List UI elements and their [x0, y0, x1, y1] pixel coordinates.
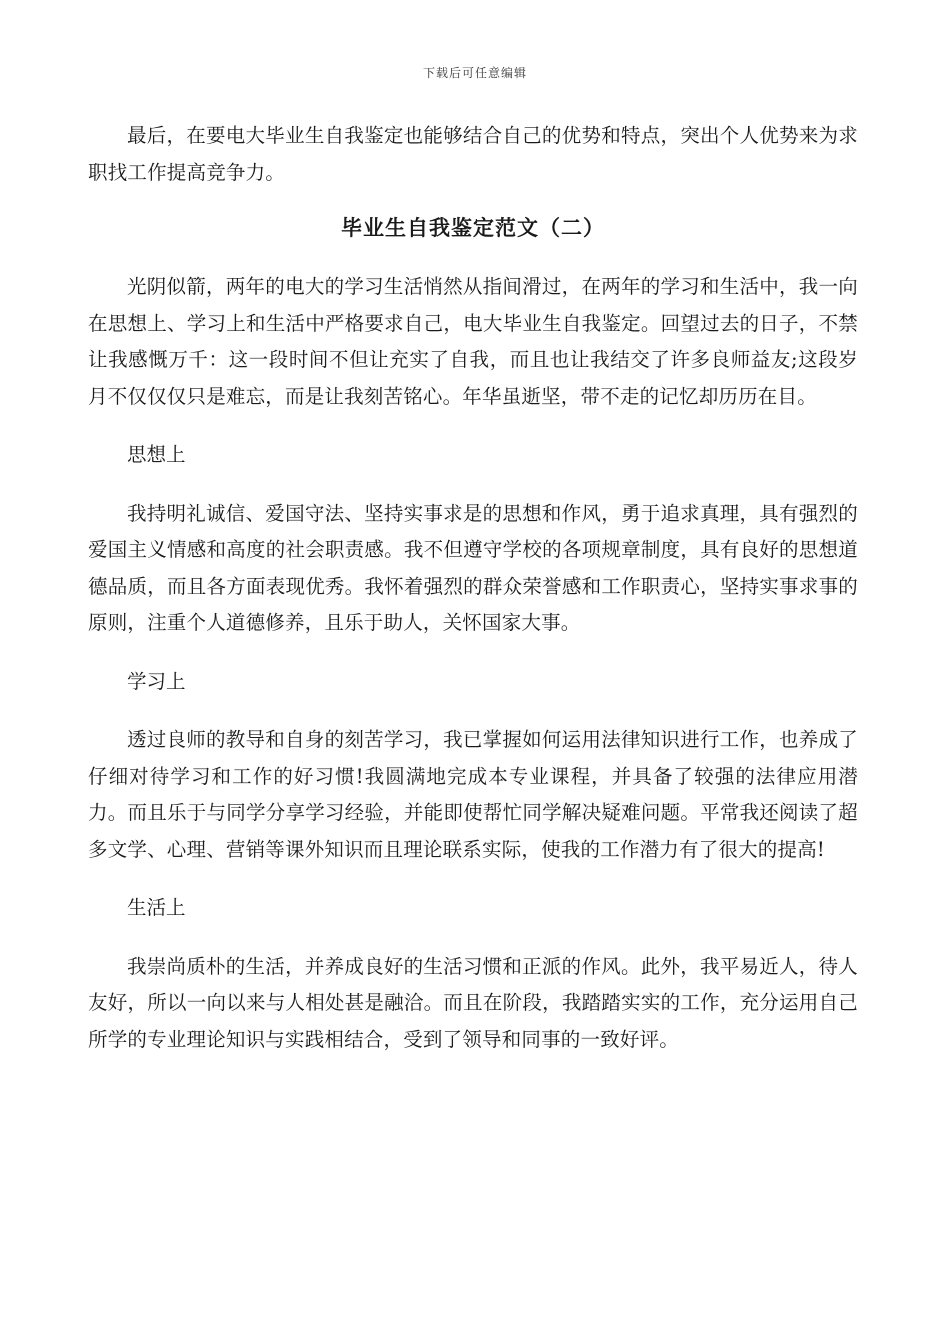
opening-paragraph: 光阴似箭，两年的电大的学习生活悄然从指间滑过，在两年的学习和生活中，我一向在思想上、学习上和生活中严格要求自己，电大毕业生自我鉴定。回望过去的日子，不禁让我感慨万千：这一段时间不但让充实了自我，而且也让我结交了许多良师益友;这段岁月不仅仅仅只是难忘，而是让我刻苦铭心。年华虽逝坚，带不走的记忆却历历在目。 — [88, 275, 858, 408]
section-heading-life: 生活上 — [127, 896, 186, 919]
section-heading-thought: 思想上 — [127, 443, 186, 466]
section-heading-study: 学习上 — [127, 669, 186, 693]
section-body-life: 我崇尚质朴的生活，并养成良好的生活习惯和正派的作风。此外，我平易近人，待人友好，所以一向以来与人相处甚是融洽。而且在阶段，我踏踏实实的工作，充分运用自己所学的专业理论知识与实践相结合，受到了领导和同事的一致好评。 — [88, 954, 858, 1051]
document-body — [88, 118, 858, 1080]
document-title: 毕业生自我鉴定范文（二） — [341, 215, 605, 240]
page-header: 下载后可任意编辑 — [422, 66, 527, 80]
section-body-study: 透过良师的教导和自身的刻苦学习，我已掌握如何运用法律知识进行工作，也养成了仔细对待学习和工作的好习惯!我圆满地完成本专业课程，并具备了较强的法律应用潜力。而且乐于与同学分享学习经验，并能即使帮忙同学解决疑难问题。平常我还阅读了超多文学、心理、营销等课外知识而且理论联系实际，使我的工作潜力有了很大的提高! — [88, 728, 858, 861]
intro-paragraph: 最后，在要电大毕业生自我鉴定也能够结合自己的优势和特点，突出个人优势来为求职找工作提高竞争力。 — [88, 124, 858, 184]
section-body-thought: 我持明礼诚信、爱国守法、坚持实事求是的思想和作风，勇于追求真理，具有强烈的爱国主义情感和高度的社会职责感。我不但遵守学校的各项规章制度，具有良好的思想道德品质，而且各方面表现优秀。我怀着强烈的群众荣誉感和工作职责心，坚持实事求事的原则，注重个人道德修养，且乐于助人，关怀国家大事。 — [88, 501, 858, 634]
